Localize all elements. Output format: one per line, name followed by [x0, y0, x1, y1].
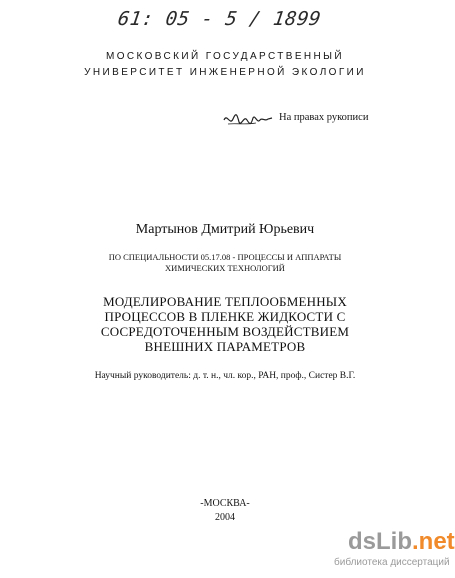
title-line: СОСРЕДОТОЧЕННЫМ ВОЗДЕЙСТВИЕМ — [100, 324, 350, 339]
specialty-line: ПО СПЕЦИАЛЬНОСТИ 05.17.08 - ПРОЦЕССЫ И АППАРАТЫ — [108, 252, 342, 262]
title-line: ВНЕШНИХ ПАРАМЕТРОВ — [144, 339, 306, 354]
institution-name-line2: УНИВЕРСИТЕТ ИНЖЕНЕРНОЙ ЭКОЛОГИИ — [84, 67, 366, 78]
publication-year: 2004 — [215, 512, 235, 523]
city-name: -МОСКВА- — [200, 498, 250, 509]
handwritten-archive-code: 61: 05 - 5 / 1899 — [116, 8, 323, 30]
author-name: Мартынов Дмитрий Юрьевич — [135, 222, 315, 237]
specialty-block — [60, 252, 390, 274]
specialty-line: ХИМИЧЕСКИХ ТЕХНОЛОГИЙ — [165, 263, 285, 273]
title-line: МОДЕЛИРОВАНИЕ ТЕПЛООБМЕННЫХ — [103, 294, 347, 309]
watermark-logo-tld: .net — [412, 528, 455, 555]
dissertation-title — [60, 294, 390, 354]
watermark-logo-main: dsLib — [348, 528, 412, 555]
rights-note: На правах рукописи — [279, 112, 369, 123]
title-line: ПРОЦЕССОВ В ПЛЕНКЕ ЖИДКОСТИ С — [104, 309, 346, 324]
watermark-caption: библиотека диссертаций — [334, 557, 450, 568]
scientific-supervisor: Научный руководитель: д. т. н., чл. кор., РАН, проф., Систер В.Г. — [94, 371, 356, 381]
institution-name-line1: МОСКОВСКИЙ ГОСУДАРСТВЕННЫЙ — [105, 51, 344, 62]
watermark-logo — [348, 528, 455, 556]
site-watermark — [334, 528, 455, 574]
signature-scribble — [222, 110, 274, 130]
